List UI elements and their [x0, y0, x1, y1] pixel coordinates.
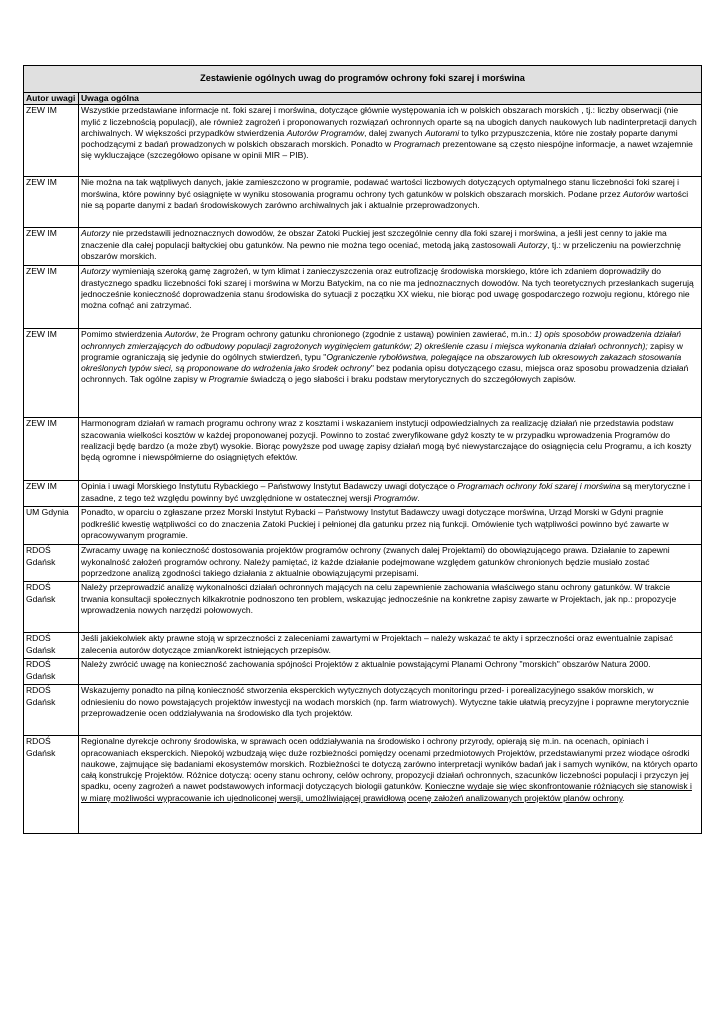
remark-segment: są merytoryczne i zasadne, z tego też względu powinny być uwzględnione w ostatecznej wersji	[81, 481, 690, 503]
remark-segment: Nie można na tak wątpliwych danych, jakie zamieszczono w programie, podawać wartości liczbowych dotyczących optymalnego stanu liczebności foki szarej i morświna, które powinny być osiągnięte w wyniku stosowania programu ochrony tych gatunków w polskich obszarach morskich. Podane przez	[81, 177, 680, 199]
remark-segment: Regionalne dyrekcje ochrony środowiska, w sprawach ocen oddziaływania na środowisko i ochrony przyrody, opierają się m.in. na ocenach, opiniach i opracowaniach eksperckich. Niepokój wzbudzają więc duże rozbieżności pomiędzy ocenami przedmiotowych Projektów, przedstawianymi przez wiodące ośrodki naukowe, zajmujące się badaniami ekosystemów morskich. Rozbieżności te dotyczą zarówno interpretacji wyników badań jak i samych wyników, na których oparto całą konstrukcję Projektów. Różnice dotyczą: oceny stanu ochrony, celów ochrony, propozycji działań ochronnych, szacunków liczebności populacji i przyczyn jej spadku, oceny zagrożeń a nawet podstawowych informacji dotyczących biologii gatunków.	[81, 736, 698, 792]
row-remark	[79, 266, 702, 329]
row-author: ZEW IM	[24, 329, 79, 418]
remark-segment: Zwracamy uwagę na konieczność dostosowania projektów programów ochrony (zwanych dalej Projektami) do obowiązującego prawa. Działanie to zapewni wykonalność założeń programów ochrony. Należy pamiętać, iż każde działanie podejmowane względem gatunków chronionych będzie musiało zostać poprzedzone analizą zgodności takiego działania z aktualnie obowiązującymi przepisami.	[81, 545, 670, 578]
remark-segment: Autorzy	[81, 266, 110, 277]
row-remark	[79, 177, 702, 228]
remark-segment: Opinia i uwagi Morskiego Instytutu Rybackiego – Państwowy Instytut Badawczy uwagi dotyczące o	[81, 481, 458, 492]
row-remark	[79, 418, 702, 481]
row-author: RDOŚ Gdańsk	[24, 633, 79, 659]
row-remark	[79, 545, 702, 582]
row-remark	[79, 481, 702, 507]
table-row	[24, 545, 702, 582]
table-row	[24, 633, 702, 659]
remark-segment: Konieczne wydaje się więc skonfrontowanie różniących się stanowisk i w miarę możliwości wypracowanie ich ujednoliconej wersji, umożliwiającej prawidłową ocenę założeń analizowanych projektów planów ochrony	[81, 781, 692, 803]
remark-segment: Autorów Programów	[286, 127, 365, 138]
remark-segment: zapisy w programie ograniczają się jedynie do ogólnych stwierdzeń, typu "	[81, 340, 683, 362]
remark-segment: Pomimo stwierdzenia	[81, 329, 165, 340]
row-remark	[79, 329, 702, 418]
row-author: RDOŚ Gdańsk	[24, 545, 79, 582]
row-author: RDOŚ Gdańsk	[24, 582, 79, 633]
document-title: Zestawienie ogólnych uwag do programów ochrony foki szarej i morświna	[24, 66, 702, 93]
remark-segment: 1) opis sposobów prowadzenia działań ochronnych zmierzających do odbudowy populacji zagrożonych wyginięciem gatunków; 2) określenie czasu i miejsca wykonania działań ochronnych);	[81, 329, 682, 351]
remarks-table-body	[24, 66, 702, 834]
row-author: ZEW IM	[24, 418, 79, 481]
row-remark	[79, 228, 702, 266]
remark-segment: , że Program ochrony gatunku chronionego (zgodnie z ustawą) powinien zawierać, m.in.:	[195, 329, 535, 340]
row-author: UM Gdynia	[24, 507, 79, 545]
remark-segment: , tj.: w przeliczeniu na powierzchnię obszarów morskich.	[81, 239, 682, 261]
remark-segment: Jeśli jakiekolwiek akty prawne stoją w sprzeczności z zaleceniami zawartymi w Projektach – należy wskazać te akty i sprzeczności oraz ewentualnie zapisać zalecenia autorów dotyczące zmian/korekt istniejących przepisów.	[81, 633, 673, 655]
remark-segment: Wskazujemy ponadto na pilną konieczność stworzenia eksperckich wytycznych dotyczących monitoringu przed- i porealizacyjnego ssaków morskich, w odniesieniu do nowo powstających projektów inwestycji na wodach morskich (np. farm wiatrowych). Wytyczne takie ułatwią precyzyjne i poprawne merytorycznie przeprowadzenie ocen oddziaływania na środowisko dla tych projektów.	[81, 685, 689, 718]
remark-segment: Autorów	[164, 329, 196, 340]
remark-segment: Autorów	[623, 188, 655, 199]
row-remark	[79, 736, 702, 834]
column-header-author: Autor uwagi	[24, 93, 79, 105]
remark-segment: , dalej zwanych	[364, 127, 425, 138]
row-author: RDOŚ Gdańsk	[24, 736, 79, 834]
table-row	[24, 582, 702, 633]
table-row	[24, 736, 702, 834]
row-remark	[79, 685, 702, 736]
remark-segment: Autorzy	[81, 228, 110, 239]
table-row	[24, 105, 702, 177]
remark-segment: Harmonogram działań w ramach programu ochrony wraz z kosztami i wskazaniem instytucji odpowiedzialnych za realizację działań nie przedstawia podstaw szacowania wielkości kosztów w każdej proponowanej pozycji. Powinno to zostać zweryfikowane gdyż koszty te w przypadku wprowadzenia Programów do realizacji będę bardzo (a może zbyt) wysokie. Biorąc powyższe pod uwagę zapisy działań mogą być niewystarczające do osiągnięcia celu Programu, a ich koszty będą ogromne i niewspółmierne do osiągniętych efektów.	[81, 418, 692, 463]
remark-segment: Autorzy	[518, 239, 548, 250]
remark-segment: Ponadto, w oparciu o zgłaszane przez Morski Instytut Rybacki – Państwowy Instytut Badawczy uwagi dotyczące morświna, Urząd Morski w Gdyni pragnie podkreślić kwestię wątpliwości co do znaczenia Zatoki Puckiej i pełnionej dla gatunku przez nią funkcji. Omówienie tych wątpliwości powinno być zawarte w opracowywanym programie.	[81, 507, 669, 540]
title-row	[24, 66, 702, 93]
row-author: ZEW IM	[24, 228, 79, 266]
table-row	[24, 329, 702, 418]
row-author: ZEW IM	[24, 105, 79, 177]
remark-segment: wymieniają szeroką gamę zagrożeń, w tym klimat i zanieczyszczenia oraz eutrofizację środowiska morskiego, które ich zdaniem doprowadziły do drastycznego spadku liczebności foki szarej i morświna w Morzu Batyckim, na co nie ma jednoznacznych dowodów. Na tych teoretycznych przesłankach sugerują jednocześnie konieczność doprowadzenia stanu środowiska do sytuacji z początku XX wieku, nie biorąc pod uwagę gospodarczego rozwoju regionu, którego nie można cofnąć ani zatrzymać.	[81, 266, 694, 311]
table-row	[24, 685, 702, 736]
remark-segment: Należy zwrócić uwagę na konieczność zachowania spójności Projektów z aktualnie powstającymi Planami Ochrony "morskich" obszarów Natura 2000.	[81, 659, 651, 670]
remark-segment: to tylko przypuszczenia, które nie zostały poparte danymi pochodzącymi z badań prowadzonych w polskich obszarach morskich. Ponadto w	[81, 127, 678, 150]
remark-segment: Programie	[208, 374, 249, 385]
remarks-table	[23, 65, 702, 834]
row-author: ZEW IM	[24, 481, 79, 507]
table-row	[24, 228, 702, 266]
remark-segment: Należy przeprowadzić analizę wykonalności działań ochronnych mających na celu zapewnienie zachowania właściwego stanu ochrony gatunków. W trakcie trwania konsultacji społecznych kilkakrotnie podnoszono ten problem, wskazując jednocześnie na konkretne zapisy zawarte w Projektach, jak np.: propozycje wprowadzenia nowych narzędzi połowowych.	[81, 582, 677, 615]
remark-segment: Programów	[373, 492, 418, 503]
column-header-remark: Uwaga ogólna	[79, 93, 702, 105]
row-remark	[79, 582, 702, 633]
row-author: ZEW IM	[24, 266, 79, 329]
remark-segment: wartości nie są poparte danymi z badań środowiskowych zarówno archiwalnych jak i aktualnie przeprowadzonych.	[81, 188, 689, 210]
remark-segment: .	[417, 492, 420, 503]
remark-segment: Ograniczenie rybołówstwa, polegające na obszarowych lub okresowych zakazach stosowania określonych typów sieci, są proponowane do wdrożenia jako środek ochrony	[81, 351, 682, 374]
remark-segment: prezentowane są często niespójne informacje, a nawet wzajemnie się wykluczające (szczegółowo opisane w opinii MIR – PIB).	[81, 139, 693, 161]
table-row	[24, 418, 702, 481]
row-remark	[79, 105, 702, 177]
remark-segment: nie przedstawili jednoznacznych dowodów, że obszar Zatoki Puckiej jest szczególnie cenny dla foki szarej i morświna, a jeśli jest cenny to jakie ma znaczenie dla całej populacji bałtyckiej obu gatunków. Na pewno nie można tego oceniać, metodą jaką zastosowali	[81, 228, 667, 250]
remark-segment: .	[622, 792, 625, 803]
remark-segment: " bez podania opisu dotyczącego czasu, miejsca oraz sposobu prowadzenia działań ochronnych. Tak ogólne zapisy w	[81, 363, 689, 385]
remark-segment: Autorami	[424, 127, 460, 138]
remark-segment: Programach ochrony foki szarej i morświna	[457, 481, 621, 492]
row-author: RDOŚ Gdańsk	[24, 659, 79, 685]
remark-segment: świadczą o jego słabości i braku podstaw merytorycznych do szczegółowych zapisów.	[248, 374, 576, 385]
table-row	[24, 481, 702, 507]
table-row	[24, 659, 702, 685]
row-remark	[79, 633, 702, 659]
table-row	[24, 507, 702, 545]
remark-segment: Wszystkie przedstawiane informacje nt. foki szarej i morświna, dotyczące głównie występowania ich w polskich obszarach morskich , tj.: liczby obserwacji (nie mylić z liczebnością populacji), ale również zagrożeń i proponowanych rozwiązań ochronnych oparte są na ubogich danych naukowych lub nadinterpretacji danych archiwalnych. W większości przypadków stwierdzenia	[81, 105, 697, 138]
row-author: RDOŚ Gdańsk	[24, 685, 79, 736]
table-row	[24, 266, 702, 329]
row-author: ZEW IM	[24, 177, 79, 228]
header-row	[24, 93, 702, 105]
row-remark	[79, 507, 702, 545]
table-row	[24, 177, 702, 228]
remark-segment: Programach	[393, 139, 441, 150]
row-remark	[79, 659, 702, 685]
